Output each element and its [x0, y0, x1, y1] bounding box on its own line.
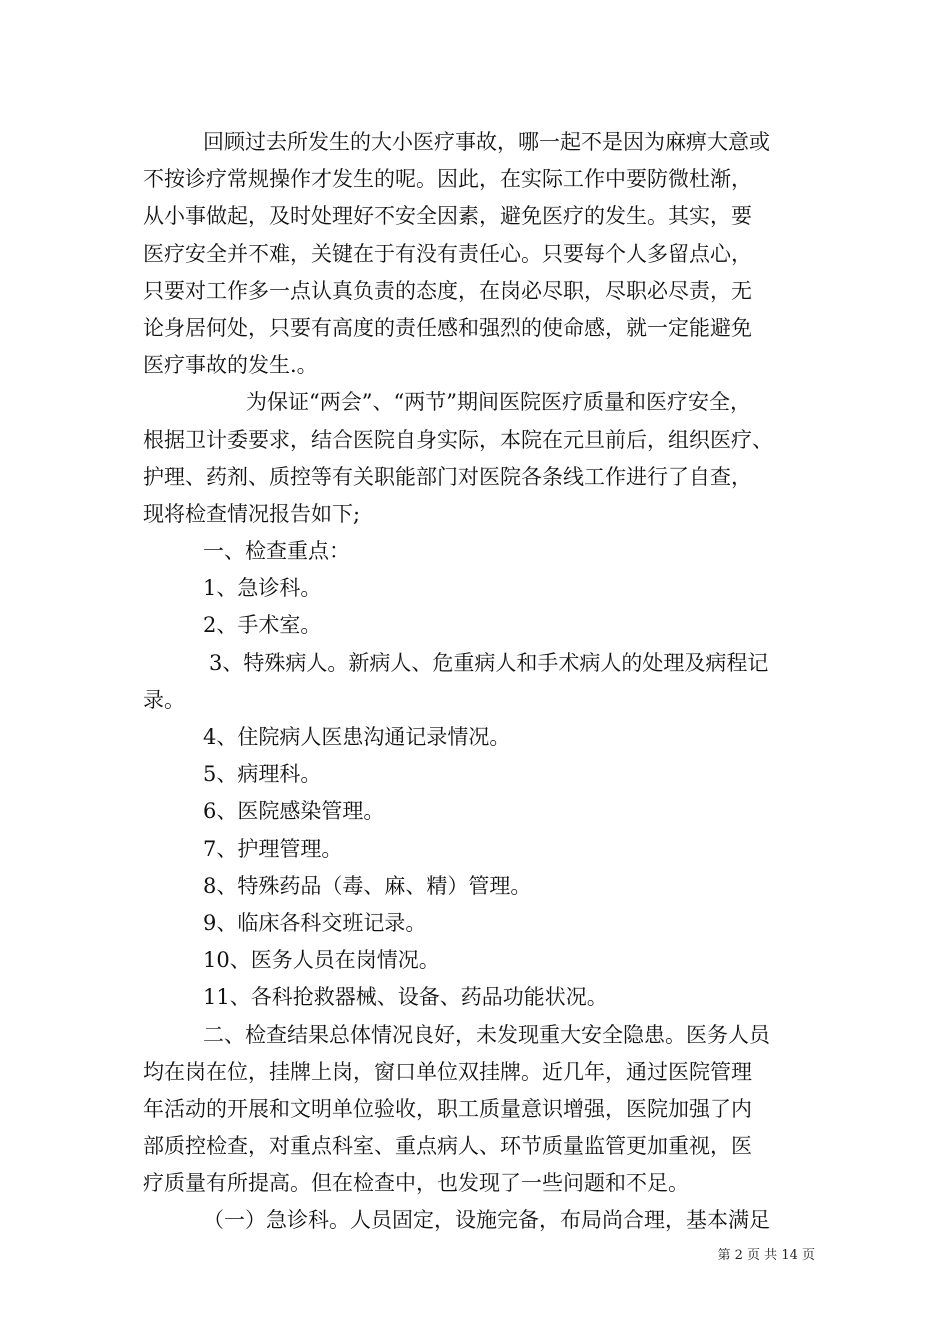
paragraph-line: 疗质量有所提高。但在检查中，也发现了一些问题和不足。 — [143, 1171, 689, 1196]
list-item: 4、住院病人医患沟通记录情况。 — [203, 725, 511, 749]
list-item: 6、医院感染管理。 — [203, 799, 385, 824]
list-item-continuation: 录。 — [143, 687, 185, 712]
list-item: 5、病理科。 — [203, 762, 322, 787]
list-item: 7、护理管理。 — [203, 836, 343, 861]
paragraph-line: 医疗安全并不难，关键在于有没有责任心。只要每个人多留点心， — [143, 241, 752, 266]
list-item: 1、急诊科。 — [203, 576, 322, 601]
paragraph-line: 二、检查结果总体情况良好，未发现重大安全隐患。医务人员 — [203, 1022, 770, 1047]
paragraph-line: （一）急诊科。人员固定，设施完备，布局尚合理，基本满足 — [203, 1208, 770, 1233]
paragraph-line: 回顾过去所发生的大小医疗事故，哪一起不是因为麻痹大意或 — [203, 130, 770, 154]
list-item: 10、医务人员在岗情况。 — [203, 948, 440, 973]
section-heading: 一、检查重点： — [203, 539, 350, 564]
paragraph-line: 部质控检查，对重点科室、重点病人、环节质量监管更加重视，医 — [143, 1134, 752, 1159]
list-item: 3、特殊病人。新病人、危重病人和手术病人的处理及病程记 — [209, 650, 769, 675]
paragraph-line: 从小事做起，及时处理好不安全因素，避免医疗的发生。其实，要 — [143, 204, 752, 229]
paragraph-line: 现将检查情况报告如下; — [143, 501, 361, 526]
paragraph-line: 为保证“两会”、“两节”期间医院医疗质量和医疗安全， — [246, 390, 751, 415]
paragraph-line: 护理、药剂、质控等有关职能部门对医院各条线工作进行了自查， — [143, 464, 752, 489]
document-body — [143, 124, 815, 1240]
paragraph-line: 根据卫计委要求，结合医院自身实际，本院在元旦前后，组织医疗、 — [143, 427, 773, 452]
list-item: 11、各科抢救器械、设备、药品功能状况。 — [203, 985, 608, 1010]
paragraph-line: 医疗事故的发生.。 — [143, 353, 318, 378]
paragraph-line: 论身居何处，只要有高度的责任感和强烈的使命感，就一定能避免 — [143, 315, 752, 340]
list-item: 8、特殊药品（毒、麻、精）管理。 — [203, 873, 532, 898]
list-item: 2、手术室。 — [203, 613, 322, 638]
paragraph-line: 年活动的开展和文明单位验收，职工质量意识增强，医院加强了内 — [143, 1096, 752, 1121]
paragraph-line: 均在岗在位，挂牌上岗，窗口单位双挂牌。近几年，通过医院管理 — [143, 1059, 752, 1084]
page-number: 第 2 页 共 14 页 — [717, 1248, 815, 1263]
paragraph-line: 只要对工作多一点认真负责的态度，在岗必尽职，尽职必尽责，无 — [143, 278, 752, 303]
list-item: 9、临床各科交班记录。 — [203, 910, 427, 935]
paragraph-line: 不按诊疗常规操作才发生的呢。因此，在实际工作中要防微杜渐， — [143, 167, 752, 192]
